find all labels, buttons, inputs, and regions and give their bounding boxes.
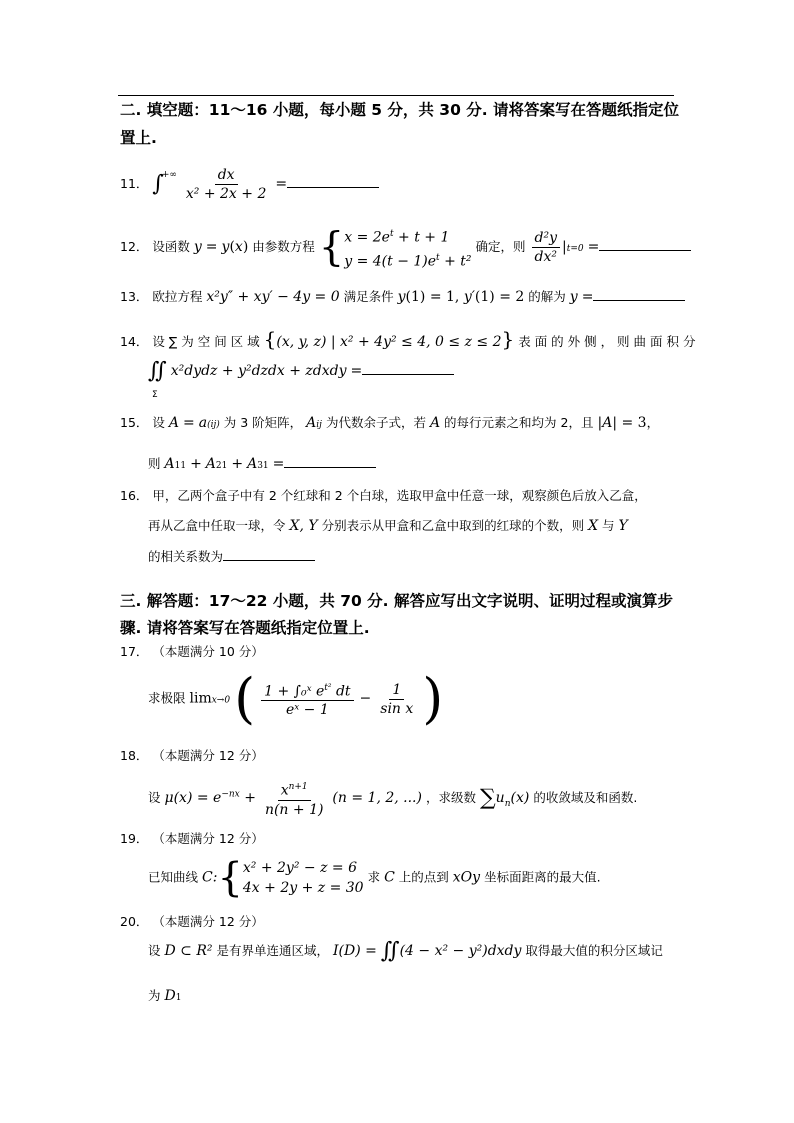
section-3-title-cont: 骤. 请将答案写在答题纸指定位置上.	[120, 619, 370, 637]
question-20-header: 20． （本题满分 12 分）	[120, 914, 264, 929]
section-2-title-cont: 置上.	[120, 129, 157, 147]
integrand: $\frac{dx}{\text{x² + 2x + 2}}$	[185, 167, 267, 202]
answer-blank	[284, 455, 376, 468]
answer-blank	[362, 362, 454, 375]
question-16-line3: 的相关系数为	[148, 548, 315, 566]
answer-blank	[287, 175, 379, 188]
question-15: 15． 设 A = a(ij) 为 3 阶矩阵， Aij 为代数余子式，若 A 的每行元素之和均为 2，且 |A| = 3，	[120, 415, 660, 431]
question-20: 设 D ⊂ R² 是有界单连通区域， I(D) = ∬(4 − x² − y²)dxdy 取得最大值的积分区域记	[148, 938, 663, 964]
question-14-cont: ∬ x²dydz + y²dzdx + zdxdy =	[148, 362, 454, 381]
question-19-header: 19． （本题满分 12 分）	[120, 831, 264, 846]
question-14: 14． 设 ∑ 为 空 间 区 域 {(x, y, z) | x² + 4y² ≤ 4, 0 ≤ z ≤ 2} 表 面 的 外 侧 ， 则 曲 面 积 分	[120, 327, 696, 351]
question-18: 设 $\mu(x) = e^{-nx}$ + $\frac{x^{n+1}}{n(n + 1)}$ (n = 1, 2, ...) ，求级数 $\sum u_n(x)$ 的收敛域及和函数.	[148, 778, 637, 819]
question-number: 11．	[120, 176, 149, 191]
question-15-cont: 则 A11 + A21 + A31 =	[148, 455, 376, 475]
question-16: 16． 甲，乙两个盒子中有 2 个红球和 2 个白球，选取甲盒中任意一球，观察颜色后放入乙盒，	[120, 488, 647, 503]
question-16-line2: 再从乙盒中任取一球，令 X, Y 分别表示从甲盒和乙盒中取到的红球的个数，则 X 与 Y	[148, 518, 628, 534]
question-18-header: 18． （本题满分 12 分）	[120, 748, 264, 763]
answer-blank	[593, 288, 685, 301]
question-13: 13． 欧拉方程 x²y″ + xy′ − 4y = 0 满足条件 y(1) = 1, y′(1) = 2 的解为 y =	[120, 288, 685, 306]
question-17: 求极限 limx→0 ( $\frac{1 + \int_0ˣ e^{t^2} dt}{\text{eˣ − 1}}$ − $\frac{1}{\text{sin x}}$ )	[148, 667, 444, 730]
question-12: 12． 设函数 y = y(x) 由参数方程 { $x = 2e^t + t + 1$ $y = 4(t - 1)e^t + t^2$ 确定，则 $\frac{\text{d²y}}{\text{dx²}}$ |t=0 =	[120, 224, 691, 271]
answer-blank	[223, 548, 315, 561]
question-19: 已知曲线 C:{ x² + 2y² − z = 6 4x + 2y + z = 30 求 C 上的点到 xOy 坐标面距离的最大值.	[148, 855, 601, 901]
integral-sign: ∫	[152, 171, 164, 197]
integral-subscript: Σ	[152, 390, 158, 400]
question-17-header: 17． （本题满分 10 分）	[120, 644, 264, 659]
double-integral-sign: ∬	[148, 358, 167, 384]
answer-blank	[599, 238, 691, 251]
section-2-title: 二. 填空题：11～16 小题，每小题 5 分，共 30 分. 请将答案写在答题纸指定位	[120, 101, 680, 119]
section-3-title: 三. 解答题：17～22 小题，共 70 分. 解答应写出文字说明、证明过程或演算步	[120, 592, 673, 610]
question-20-cont: 为 D1	[148, 988, 182, 1004]
question-11: 11． ∫+∞ $\frac{dx}{\text{x² + 2x + 2}}$ =	[120, 166, 379, 203]
